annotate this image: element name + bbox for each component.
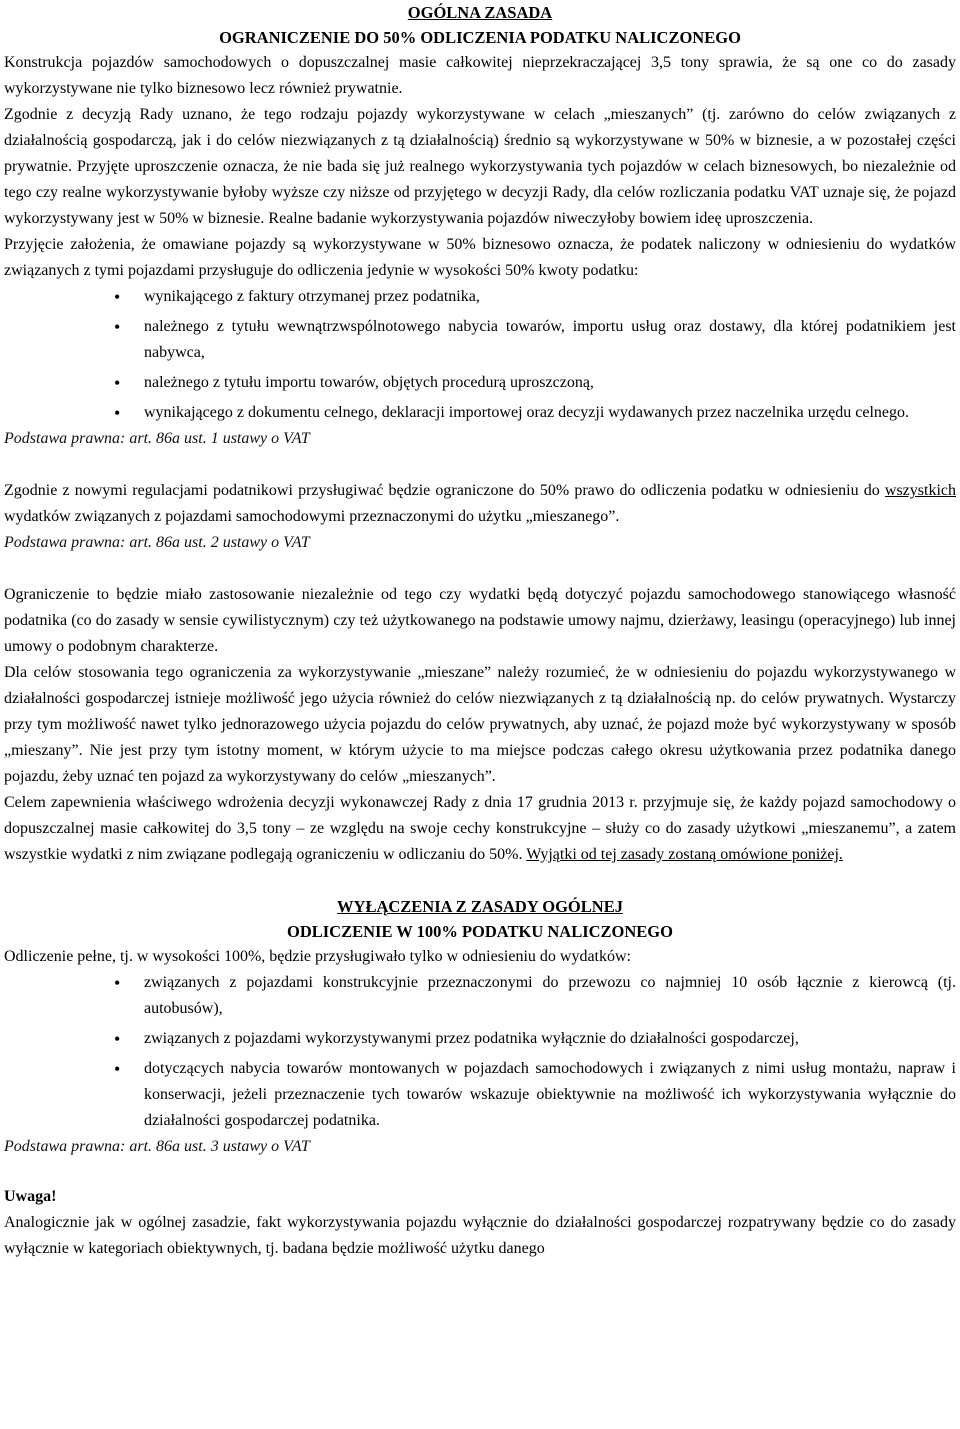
list-item: • dotyczących nabycia towarów montowanych w pojazdach samochodowych i związanych z nimi usług montażu, napraw i konserwacji, jeżeli przeznaczenie tych towarów wskazuje obiektywnie na możliwość ich wykorzystywania wyłącznie do działalności gospodarczej podatnika.	[144, 1056, 956, 1134]
legal-basis-3: Podstawa prawna: art. 86a ust. 3 ustawy o VAT	[4, 1138, 310, 1155]
list-item: • wynikającego z dokumentu celnego, deklaracji importowej oraz decyzji wydawanych przez naczelnika urzędu celnego.	[144, 400, 956, 426]
list-item: • związanych z pojazdami konstrukcyjnie przeznaczonymi do przewozu co najmniej 10 osób łącznie z kierowcą (tj. autobusów),	[144, 970, 956, 1022]
section2-title: WYŁĄCZENIA Z ZASADY OGÓLNEJ	[337, 897, 623, 916]
section1-paragraph-5: Ograniczenie to będzie miało zastosowanie niezależnie od tego czy wydatki będą dotyczyć pojazdu samochodowego stanowiącego własność podatnika (co do zasady w sensie cywilistycznym) czy też użytkowanego na podstawie umowy najmu, dzierżawy, leasingu (operacyjnego) lub innej umowy o podobnym charakterze.	[4, 586, 956, 655]
section1-paragraph-3: Przyjęcie założenia, że omawiane pojazdy są wykorzystywane w 50% biznesowo oznacza, że podatek naliczony w odniesieniu do wydatków związanych z tymi pojazdami przysługuje do odliczenia jedynie w wysokości 50% kwoty podatku:	[4, 236, 956, 279]
underlined-text: Wyjątki od tej zasady zostaną omówione poniżej.	[526, 846, 843, 863]
note-label: Uwaga!	[4, 1188, 57, 1205]
underlined-text: wszystkich	[884, 482, 956, 499]
paragraph-text: Celem zapewnienia właściwego wdrożenia decyzji wykonawczej Rady z dnia 17 grudnia 2013 r. przyjmuje się, że każdy pojazd samochodowy o dopuszczalnej masie całkowitej do 3,5 tony – ze względu na swoje cechy konstrukcyjne – służy co do zasady użytkowi „mieszanemu”, a zatem wszystkie wydatki z nim związane podlegają ograniczeniu w odliczaniu do 50%.	[4, 794, 956, 863]
spacer	[4, 452, 956, 478]
section1-paragraph-2: Zgodnie z decyzją Rady uznano, że tego rodzaju pojazdy wykorzystywane w celach „mieszanych” (tj. zarówno do celów związanych z działalnością gospodarczą, jak i do celów niezwiązanych z tą działalnością) średnio są wykorzystywane w 50% w biznesie, a w pozostałej części prywatnie. Przyjęte uproszczenie oznacza, że nie bada się już realnego wykorzystywania tych pojazdów w celach biznesowych, bo niezależnie od tego czy realne wykorzystywanie byłoby wyższe czy niższe od przyjętego w decyzji Rady, dla celów rozliczania podatku VAT uznaje się, że pojazd wykorzystywany jest w 50% w biznesie. Realne badanie wykorzystywania pojazdów niweczyłoby bowiem ideę uproszczenia.	[4, 106, 956, 227]
section1-paragraph-7	[4, 790, 956, 868]
list-item: • wynikającego z faktury otrzymanej przez podatnika,	[144, 284, 956, 310]
spacer	[4, 1160, 956, 1184]
spacer	[4, 556, 956, 582]
list-item: • związanych z pojazdami wykorzystywanymi przez podatnika wyłącznie do działalności gospodarczej,	[144, 1026, 956, 1052]
paragraph-text: wydatków związanych z pojazdami samochodowymi przeznaczonymi do użytku „mieszanego”.	[4, 508, 620, 525]
legal-basis-2: Podstawa prawna: art. 86a ust. 2 ustawy o VAT	[4, 534, 310, 551]
section1-subtitle: OGRANICZENIE DO 50% ODLICZENIA PODATKU NALICZONEGO	[219, 28, 741, 47]
section2-bullet-list	[4, 970, 956, 1134]
note-text: Analogicznie jak w ogólnej zasadzie, fakt wykorzystywania pojazdu wyłącznie do działalności gospodarczej rozpatrywany będzie co do zasady wyłącznie w kategoriach obiektywnych, tj. badana będzie możliwość użytku danego	[4, 1214, 956, 1257]
section1-paragraph-1: Konstrukcja pojazdów samochodowych o dopuszczalnej masie całkowitej nieprzekraczającej 3,5 tony sprawia, że są one co do zasady wykorzystywane nie tylko biznesowo lecz również prywatnie.	[4, 54, 956, 97]
legal-basis-1: Podstawa prawna: art. 86a ust. 1 ustawy o VAT	[4, 430, 310, 447]
paragraph-text: Zgodnie z nowymi regulacjami podatnikowi przysługiwać będzie ograniczone do 50% prawo do odliczenia podatku w odniesieniu do	[4, 482, 885, 499]
section1-paragraph-4	[4, 478, 956, 530]
section2-subtitle: ODLICZENIE W 100% PODATKU NALICZONEGO	[287, 922, 673, 941]
section1-bullet-list	[4, 284, 956, 426]
list-item: • należnego z tytułu wewnątrzwspólnotowego nabycia towarów, importu usług oraz dostawy, dla której podatnikiem jest nabywca,	[144, 314, 956, 366]
section2-paragraph-1: Odliczenie pełne, tj. w wysokości 100%, będzie przysługiwało tylko w odniesieniu do wydatków:	[4, 948, 631, 965]
section1-title: OGÓLNA ZASADA	[407, 3, 553, 22]
spacer	[4, 868, 956, 894]
list-item: • należnego z tytułu importu towarów, objętych procedurą uproszczoną,	[144, 370, 956, 396]
section1-paragraph-6: Dla celów stosowania tego ograniczenia za wykorzystywanie „mieszane” należy rozumieć, że w odniesieniu do pojazdu wykorzystywanego w działalności gospodarczej istnieje możliwość jego użycia również do celów niezwiązanych z tą działalnością np. do celów prywatnych. Wystarczy przy tym możliwość nawet tylko jednorazowego użycia pojazdu do celów prywatnych, aby uznać, że pojazd może być wykorzystywany w sposób „mieszany”. Nie jest przy tym istotny moment, w którym użycie to ma miejsce podczas całego okresu użytkowania przez podatnika danego pojazdu, żeby uznać ten pojazd za wykorzystywany do celów „mieszanych”.	[4, 664, 956, 785]
